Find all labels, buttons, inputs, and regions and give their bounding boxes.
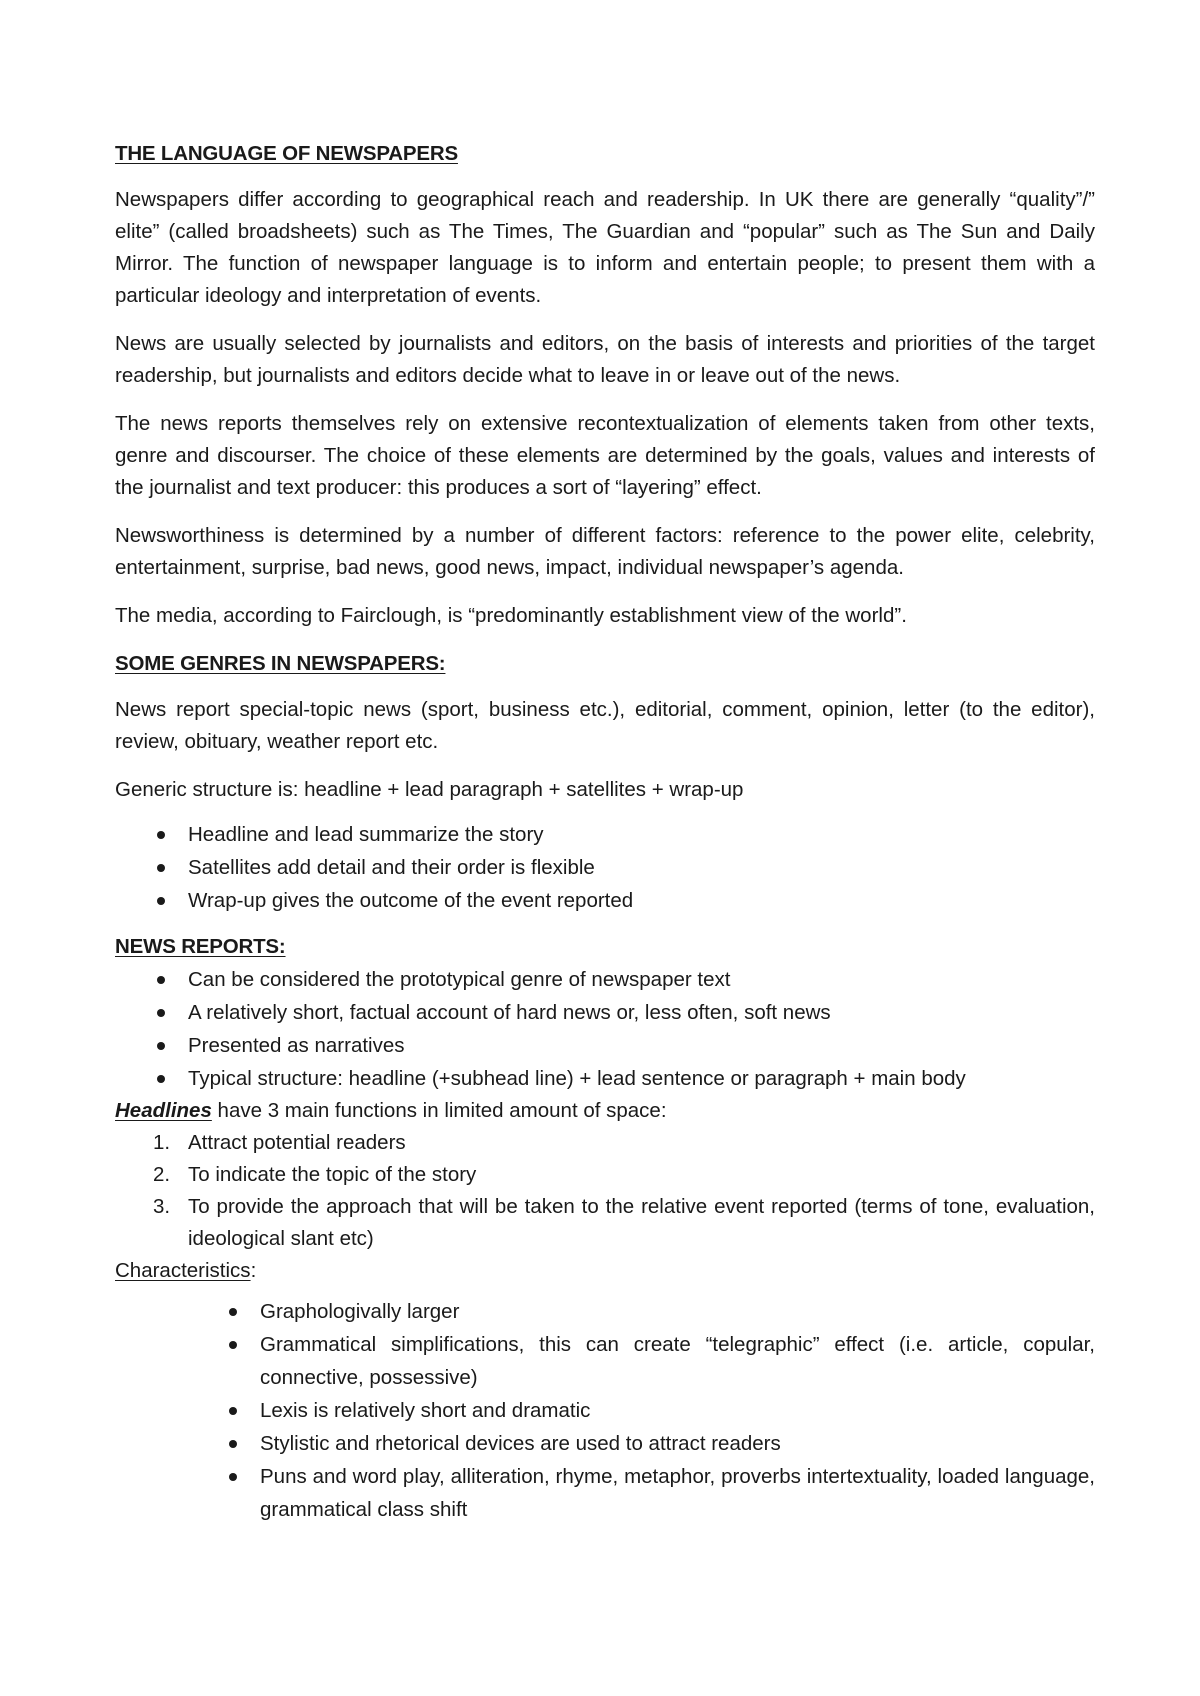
list-item-text: To indicate the topic of the story	[188, 1163, 477, 1186]
list-item: Lexis is relatively short and dramatic	[187, 1394, 1095, 1427]
list-item: Headline and lead summarize the story	[115, 818, 1095, 851]
list-item-text: Attract potential readers	[188, 1131, 406, 1154]
list-item: Presented as narratives	[115, 1029, 1095, 1062]
list-item: Grammatical simplifications, this can create “telegraphic” effect (i.e. article, copular, connective, possessive)	[187, 1328, 1095, 1394]
list-item: Puns and word play, alliteration, rhyme, metaphor, proverbs intertextuality, loaded language, grammatical class shift	[187, 1460, 1095, 1526]
document-title: THE LANGUAGE OF NEWSPAPERS	[115, 142, 458, 165]
structure-list	[115, 818, 1095, 917]
list-item: Typical structure: headline (+subhead line) + lead sentence or paragraph + main body	[115, 1062, 1095, 1095]
list-item	[115, 1127, 1095, 1159]
characteristics-label-text: Characteristics	[115, 1259, 251, 1282]
paragraph-fairclough: The media, according to Fairclough, is “predominantly establishment view of the world”.	[115, 604, 907, 627]
list-item	[115, 1159, 1095, 1191]
paragraph-recontextualization: The news reports themselves rely on extensive recontextualization of elements taken from other texts, genre and discourser. The choice of these elements are determined by the goals, values and interests of the journalist and text producer: this produces a sort of “layering” effect.	[115, 412, 1095, 499]
list-item: Can be considered the prototypical genre of newspaper text	[115, 963, 1095, 996]
document-page	[115, 138, 1095, 1526]
list-item: Satellites add detail and their order is flexible	[115, 851, 1095, 884]
paragraph-intro: Newspapers differ according to geographical reach and readership. In UK there are generally “quality”/” elite” (called broadsheets) such as The Times, The Guardian and “popular” such as The Sun and Daily Mirror. The function of newspaper language is to inform and entertain people; to present them with a particular ideology and interpretation of events.	[115, 188, 1095, 307]
genres-intro: News report special-topic news (sport, business etc.), editorial, comment, opinion, letter (to the editor), review, obituary, weather report etc.	[115, 698, 1095, 753]
list-item: Wrap-up gives the outcome of the event reported	[115, 884, 1095, 917]
characteristics-label-colon: :	[250, 1259, 257, 1282]
headline-functions-list	[115, 1127, 1095, 1255]
paragraph-selection: News are usually selected by journalists and editors, on the basis of interests and priorities of the target readership, but journalists and editors decide what to leave in or leave out of the news.	[115, 332, 1095, 387]
generic-structure: Generic structure is: headline + lead paragraph + satellites + wrap-up	[115, 778, 744, 801]
characteristics-label	[115, 1255, 1095, 1287]
paragraph-newsworthiness: Newsworthiness is determined by a number of different factors: reference to the power elite, celebrity, entertainment, surprise, bad news, good news, impact, individual newspaper’s agenda.	[115, 524, 1095, 579]
list-number: 3.	[153, 1195, 171, 1218]
news-reports-heading: NEWS REPORTS:	[115, 935, 286, 958]
list-number: 1.	[153, 1131, 171, 1154]
genres-heading: SOME GENRES IN NEWSPAPERS:	[115, 652, 446, 675]
headlines-intro-text: have 3 main functions in limited amount of space:	[211, 1099, 667, 1122]
list-item: Stylistic and rhetorical devices are used to attract readers	[187, 1427, 1095, 1460]
list-item	[115, 1191, 1095, 1255]
list-item: Graphologivally larger	[187, 1295, 1095, 1328]
list-number: 2.	[153, 1163, 171, 1186]
characteristics-list	[187, 1295, 1095, 1526]
headlines-label: Headlines	[115, 1099, 212, 1122]
list-item-text: To provide the approach that will be taken to the relative event reported (terms of tone, evaluation, ideological slant etc)	[188, 1195, 1095, 1250]
list-item: A relatively short, factual account of hard news or, less often, soft news	[115, 996, 1095, 1029]
news-reports-list	[115, 963, 1095, 1095]
headlines-intro	[115, 1095, 1095, 1127]
